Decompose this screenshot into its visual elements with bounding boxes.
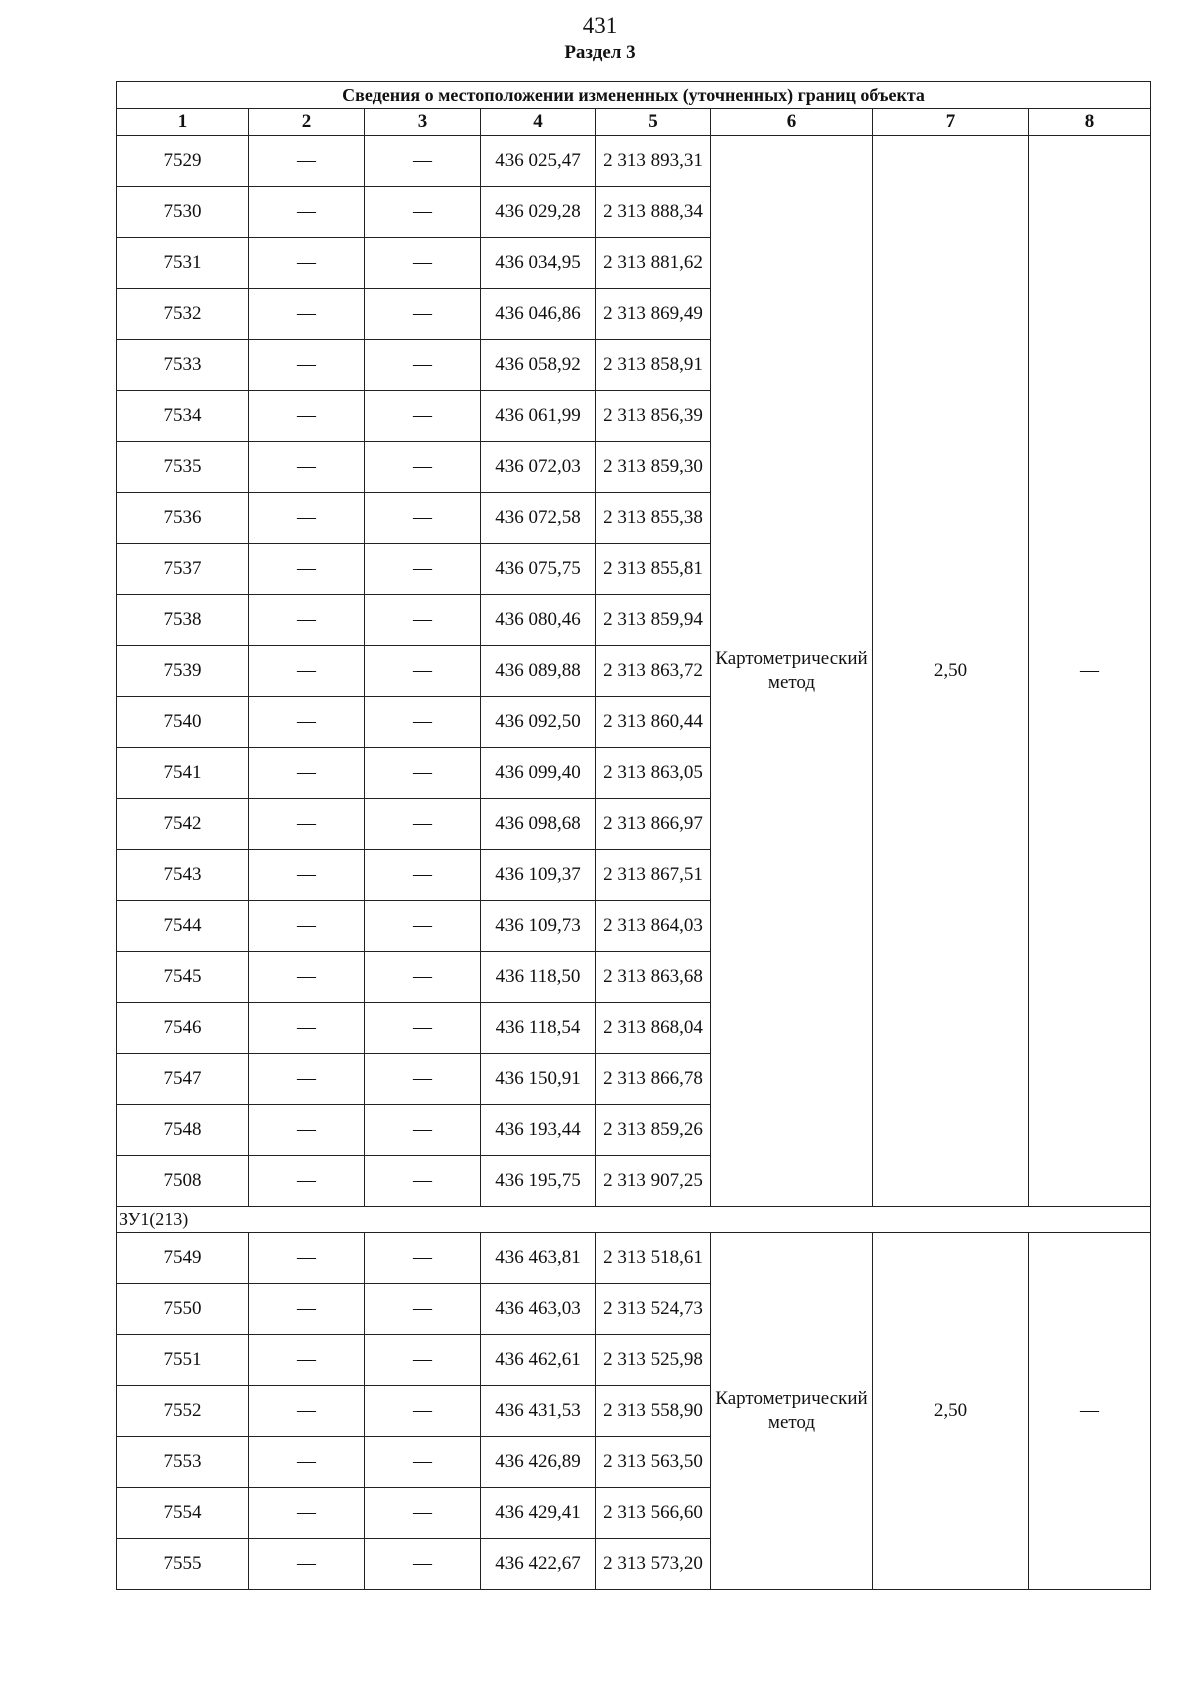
column-3-cell: — (365, 187, 481, 238)
column-3-cell: — (365, 442, 481, 493)
y-coordinate-cell: 2 313 893,31 (596, 136, 711, 187)
column-2-cell: — (249, 1105, 365, 1156)
point-number-cell: 7541 (117, 748, 249, 799)
point-number-cell: 7553 (117, 1437, 249, 1488)
column-2-cell: — (249, 646, 365, 697)
y-coordinate-cell: 2 313 855,38 (596, 493, 711, 544)
y-coordinate-cell: 2 313 863,68 (596, 952, 711, 1003)
x-coordinate-cell: 436 029,28 (481, 187, 596, 238)
x-coordinate-cell: 436 072,58 (481, 493, 596, 544)
y-coordinate-cell: 2 313 866,97 (596, 799, 711, 850)
column-2-cell: — (249, 442, 365, 493)
column-2-cell: — (249, 1233, 365, 1284)
method-cell: Картометрический метод (711, 136, 873, 1207)
x-coordinate-cell: 436 195,75 (481, 1156, 596, 1207)
column-header: 3 (365, 109, 481, 136)
column-3-cell: — (365, 1105, 481, 1156)
column-2-cell: — (249, 1156, 365, 1207)
note-cell: — (1029, 136, 1151, 1207)
column-3-cell: — (365, 901, 481, 952)
column-3-cell: — (365, 1437, 481, 1488)
column-3-cell: — (365, 391, 481, 442)
y-coordinate-cell: 2 313 881,62 (596, 238, 711, 289)
column-2-cell: — (249, 289, 365, 340)
x-coordinate-cell: 436 098,68 (481, 799, 596, 850)
point-number-cell: 7540 (117, 697, 249, 748)
x-coordinate-cell: 436 426,89 (481, 1437, 596, 1488)
y-coordinate-cell: 2 313 858,91 (596, 340, 711, 391)
y-coordinate-cell: 2 313 859,26 (596, 1105, 711, 1156)
column-2-cell: — (249, 595, 365, 646)
column-2-cell: — (249, 1437, 365, 1488)
x-coordinate-cell: 436 118,54 (481, 1003, 596, 1054)
column-header: 1 (117, 109, 249, 136)
column-3-cell: — (365, 646, 481, 697)
column-3-cell: — (365, 136, 481, 187)
x-coordinate-cell: 436 092,50 (481, 697, 596, 748)
page-number: 431 (582, 13, 618, 38)
column-header: 2 (249, 109, 365, 136)
x-coordinate-cell: 436 118,50 (481, 952, 596, 1003)
x-coordinate-cell: 436 422,67 (481, 1539, 596, 1590)
column-2-cell: — (249, 187, 365, 238)
column-3-cell: — (365, 952, 481, 1003)
point-number-cell: 7543 (117, 850, 249, 901)
column-3-cell: — (365, 340, 481, 391)
column-header-row (117, 109, 1151, 136)
y-coordinate-cell: 2 313 566,60 (596, 1488, 711, 1539)
y-coordinate-cell: 2 313 573,20 (596, 1539, 711, 1590)
column-3-cell: — (365, 1003, 481, 1054)
column-2-cell: — (249, 1003, 365, 1054)
x-coordinate-cell: 436 463,03 (481, 1284, 596, 1335)
x-coordinate-cell: 436 099,40 (481, 748, 596, 799)
x-coordinate-cell: 436 072,03 (481, 442, 596, 493)
y-coordinate-cell: 2 313 868,04 (596, 1003, 711, 1054)
column-2-cell: — (249, 748, 365, 799)
column-2-cell: — (249, 901, 365, 952)
y-coordinate-cell: 2 313 856,39 (596, 391, 711, 442)
x-coordinate-cell: 436 109,37 (481, 850, 596, 901)
x-coordinate-cell: 436 431,53 (481, 1386, 596, 1437)
point-number-cell: 7534 (117, 391, 249, 442)
point-number-cell: 7539 (117, 646, 249, 697)
x-coordinate-cell: 436 463,81 (481, 1233, 596, 1284)
y-coordinate-cell: 2 313 518,61 (596, 1233, 711, 1284)
y-coordinate-cell: 2 313 558,90 (596, 1386, 711, 1437)
point-number-cell: 7529 (117, 136, 249, 187)
table-row (117, 136, 1151, 187)
accuracy-cell: 2,50 (873, 136, 1029, 1207)
column-2-cell: — (249, 1386, 365, 1437)
x-coordinate-cell: 436 061,99 (481, 391, 596, 442)
method-cell: Картометрический метод (711, 1233, 873, 1590)
x-coordinate-cell: 436 109,73 (481, 901, 596, 952)
x-coordinate-cell: 436 429,41 (481, 1488, 596, 1539)
column-header: 4 (481, 109, 596, 136)
point-number-cell: 7555 (117, 1539, 249, 1590)
point-number-cell: 7538 (117, 595, 249, 646)
group-label: ЗУ1(213) (117, 1207, 1151, 1233)
x-coordinate-cell: 436 034,95 (481, 238, 596, 289)
x-coordinate-cell: 436 080,46 (481, 595, 596, 646)
note-cell: — (1029, 1233, 1151, 1590)
column-3-cell: — (365, 1054, 481, 1105)
column-3-cell: — (365, 238, 481, 289)
y-coordinate-cell: 2 313 860,44 (596, 697, 711, 748)
column-2-cell: — (249, 1539, 365, 1590)
column-3-cell: — (365, 1335, 481, 1386)
column-2-cell: — (249, 340, 365, 391)
column-2-cell: — (249, 952, 365, 1003)
column-header: 8 (1029, 109, 1151, 136)
column-3-cell: — (365, 748, 481, 799)
x-coordinate-cell: 436 075,75 (481, 544, 596, 595)
column-2-cell: — (249, 1488, 365, 1539)
column-2-cell: — (249, 544, 365, 595)
column-3-cell: — (365, 1539, 481, 1590)
group-label-row (117, 1207, 1151, 1233)
accuracy-cell: 2,50 (873, 1233, 1029, 1590)
x-coordinate-cell: 436 089,88 (481, 646, 596, 697)
point-number-cell: 7531 (117, 238, 249, 289)
point-number-cell: 7550 (117, 1284, 249, 1335)
y-coordinate-cell: 2 313 855,81 (596, 544, 711, 595)
x-coordinate-cell: 436 193,44 (481, 1105, 596, 1156)
point-number-cell: 7533 (117, 340, 249, 391)
y-coordinate-cell: 2 313 907,25 (596, 1156, 711, 1207)
point-number-cell: 7536 (117, 493, 249, 544)
column-header: 7 (873, 109, 1029, 136)
point-number-cell: 7549 (117, 1233, 249, 1284)
y-coordinate-cell: 2 313 563,50 (596, 1437, 711, 1488)
column-2-cell: — (249, 391, 365, 442)
column-2-cell: — (249, 493, 365, 544)
point-number-cell: 7548 (117, 1105, 249, 1156)
y-coordinate-cell: 2 313 867,51 (596, 850, 711, 901)
boundary-table (116, 81, 1151, 1590)
y-coordinate-cell: 2 313 863,05 (596, 748, 711, 799)
column-3-cell: — (365, 850, 481, 901)
y-coordinate-cell: 2 313 863,72 (596, 646, 711, 697)
x-coordinate-cell: 436 150,91 (481, 1054, 596, 1105)
y-coordinate-cell: 2 313 864,03 (596, 901, 711, 952)
point-number-cell: 7552 (117, 1386, 249, 1437)
point-number-cell: 7554 (117, 1488, 249, 1539)
column-2-cell: — (249, 238, 365, 289)
column-3-cell: — (365, 595, 481, 646)
point-number-cell: 7537 (117, 544, 249, 595)
y-coordinate-cell: 2 313 866,78 (596, 1054, 711, 1105)
point-number-cell: 7532 (117, 289, 249, 340)
table-title-row (117, 82, 1151, 109)
column-2-cell: — (249, 136, 365, 187)
y-coordinate-cell: 2 313 869,49 (596, 289, 711, 340)
point-number-cell: 7508 (117, 1156, 249, 1207)
x-coordinate-cell: 436 025,47 (481, 136, 596, 187)
section-title: Раздел 3 (564, 42, 636, 63)
column-2-cell: — (249, 1054, 365, 1105)
column-header: 6 (711, 109, 873, 136)
column-3-cell: — (365, 1488, 481, 1539)
y-coordinate-cell: 2 313 888,34 (596, 187, 711, 238)
column-3-cell: — (365, 544, 481, 595)
table-row (117, 1233, 1151, 1284)
point-number-cell: 7544 (117, 901, 249, 952)
point-number-cell: 7542 (117, 799, 249, 850)
point-number-cell: 7545 (117, 952, 249, 1003)
column-3-cell: — (365, 1386, 481, 1437)
column-3-cell: — (365, 697, 481, 748)
column-3-cell: — (365, 289, 481, 340)
point-number-cell: 7530 (117, 187, 249, 238)
point-number-cell: 7535 (117, 442, 249, 493)
point-number-cell: 7551 (117, 1335, 249, 1386)
column-2-cell: — (249, 697, 365, 748)
column-3-cell: — (365, 1156, 481, 1207)
y-coordinate-cell: 2 313 525,98 (596, 1335, 711, 1386)
column-2-cell: — (249, 1335, 365, 1386)
point-number-cell: 7547 (117, 1054, 249, 1105)
y-coordinate-cell: 2 313 859,94 (596, 595, 711, 646)
point-number-cell: 7546 (117, 1003, 249, 1054)
column-2-cell: — (249, 799, 365, 850)
column-3-cell: — (365, 1233, 481, 1284)
column-3-cell: — (365, 493, 481, 544)
column-header: 5 (596, 109, 711, 136)
column-3-cell: — (365, 1284, 481, 1335)
y-coordinate-cell: 2 313 524,73 (596, 1284, 711, 1335)
x-coordinate-cell: 436 462,61 (481, 1335, 596, 1386)
column-2-cell: — (249, 1284, 365, 1335)
y-coordinate-cell: 2 313 859,30 (596, 442, 711, 493)
table-title: Сведения о местоположении измененных (уточненных) границ объекта (117, 82, 1151, 109)
x-coordinate-cell: 436 046,86 (481, 289, 596, 340)
column-2-cell: — (249, 850, 365, 901)
column-3-cell: — (365, 799, 481, 850)
x-coordinate-cell: 436 058,92 (481, 340, 596, 391)
